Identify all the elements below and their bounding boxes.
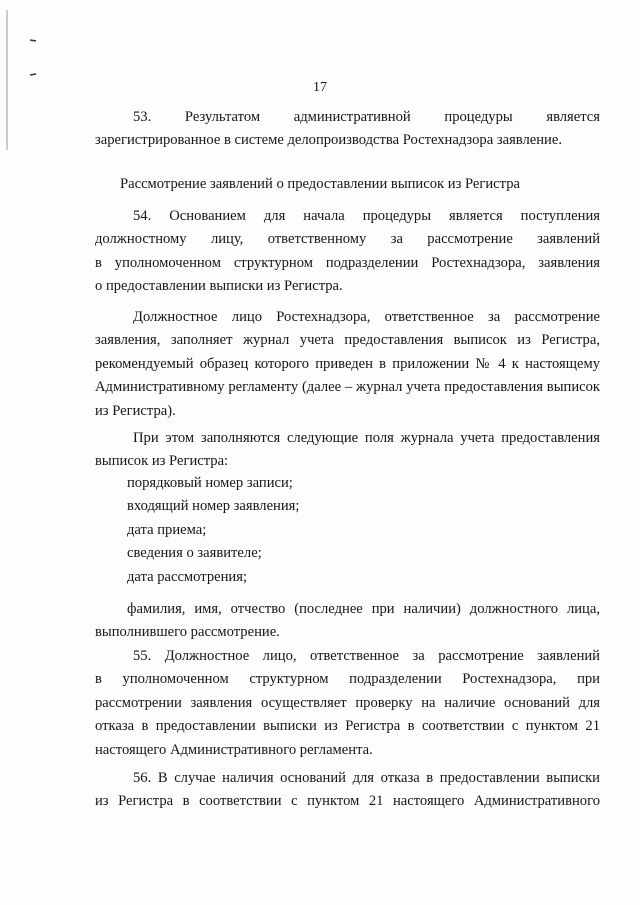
paragraph-line: фамилия, имя, отчество (последнее при наличии) должностного лица, <box>127 601 600 617</box>
paragraph-line: из Регистра). <box>95 402 176 419</box>
paragraph-line: рассмотрении заявления осуществляет проверку на наличие оснований для <box>95 694 600 711</box>
paragraph-line: При этом заполняются следующие поля журнала учета предоставления <box>133 430 600 446</box>
paragraph-officer-journal <box>95 306 600 423</box>
paragraph-line: в уполномоченном структурном подразделении Ростехнадзора, при <box>95 671 600 688</box>
paragraph-line: 56. В случае наличия оснований для отказа в предоставлении выписки <box>133 770 600 786</box>
list-item: порядковый номер записи; <box>127 475 293 491</box>
paragraph-officer-name <box>95 598 600 645</box>
paragraph-53 <box>95 106 600 153</box>
paragraph-line: рекомендуемый образец которого приведен в приложении № 4 к настоящему <box>95 355 600 372</box>
paragraph-line: настоящего Административного регламента. <box>95 741 373 758</box>
journal-fields-list <box>95 472 600 589</box>
paragraph-line: зарегистрированное в системе делопроизводства Ростехнадзора заявление. <box>95 132 562 149</box>
paragraph-56 <box>95 767 600 814</box>
paragraph-line: в уполномоченном структурном подразделении Ростехнадзора, заявления <box>95 254 600 271</box>
paragraph-journal-fields <box>95 427 600 474</box>
paragraph-54 <box>95 205 600 299</box>
list-item: дата приема; <box>127 521 207 538</box>
page-number: 17 <box>313 80 327 95</box>
scan-edge-marks <box>0 0 40 905</box>
paragraph-line: отказа в предоставлении выписки из Регистра в соответствии с пунктом 21 <box>95 718 600 735</box>
paragraph-line: выполнившего рассмотрение. <box>95 624 280 641</box>
list-item: сведения о заявителе; <box>127 545 262 562</box>
paragraph-line: заявления, заполняет журнал учета предоставления выписок из Регистра, <box>95 332 600 349</box>
paragraph-line: 54. Основанием для начала процедуры является поступления <box>133 208 600 224</box>
paragraph-line: Должностное лицо Ростехнадзора, ответственное за рассмотрение <box>133 309 600 325</box>
section-heading: Рассмотрение заявлений о предоставлении выписок из Регистра <box>120 176 520 192</box>
list-item: входящий номер заявления; <box>127 498 300 515</box>
paragraph-55 <box>95 645 600 762</box>
scan-mark-bottom <box>30 74 36 75</box>
paragraph-line: 55. Должностное лицо, ответственное за рассмотрение заявлений <box>133 648 600 664</box>
paragraph-line: должностному лицу, ответственному за рассмотрение заявлений <box>95 231 600 248</box>
scan-mark-top <box>30 40 36 41</box>
paragraph-line: о предоставлении выписки из Регистра. <box>95 278 343 295</box>
paragraph-line: 53. Результатом административной процедуры является <box>133 109 600 125</box>
paragraph-line: Административному регламенту (далее – журнал учета предоставления выписок <box>95 379 600 396</box>
list-item: дата рассмотрения; <box>127 568 247 585</box>
paragraph-line: выписок из Регистра: <box>95 453 229 470</box>
paragraph-line: из Регистра в соответствии с пунктом 21 настоящего Административного <box>95 793 600 810</box>
